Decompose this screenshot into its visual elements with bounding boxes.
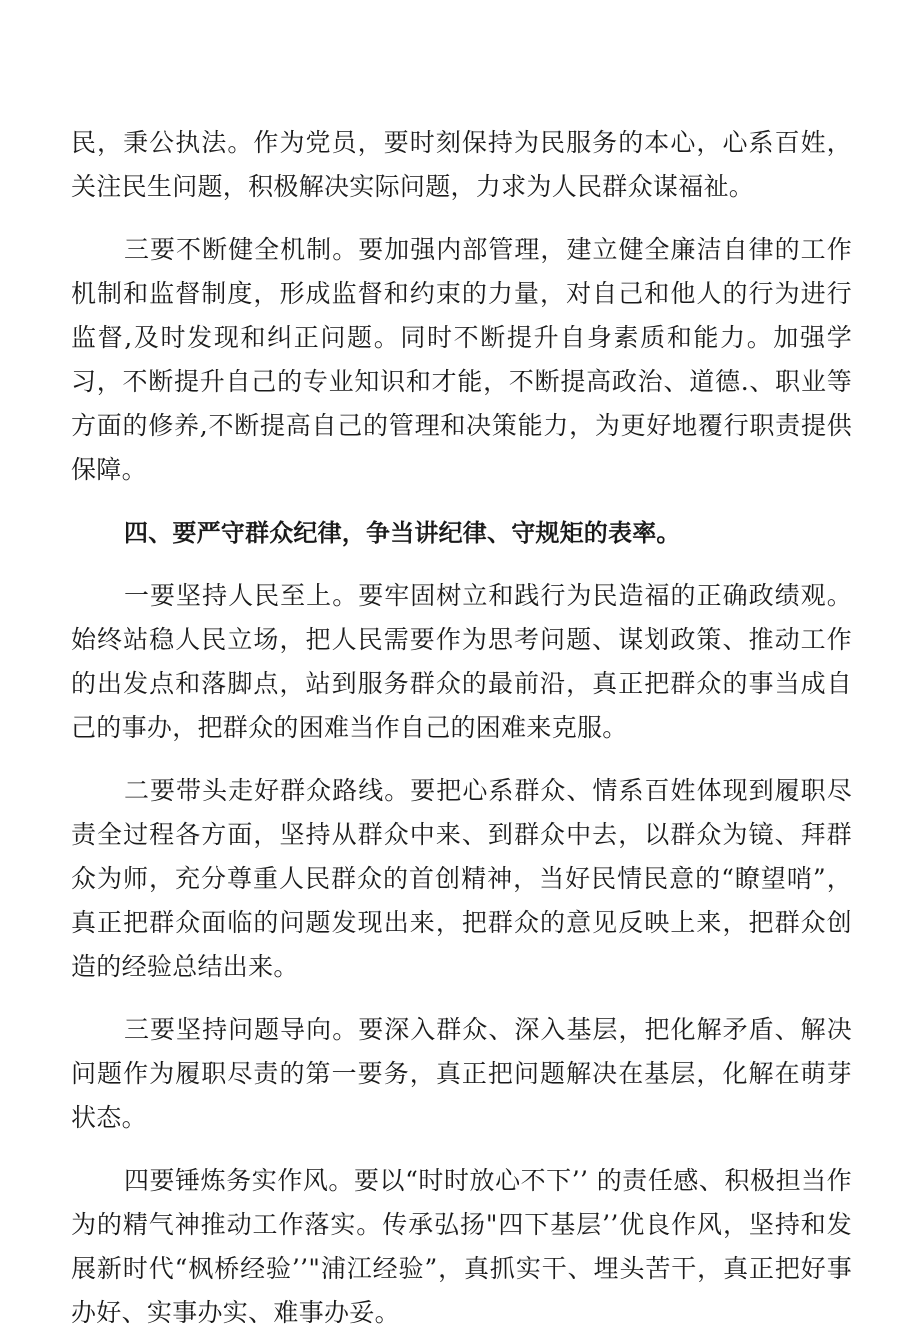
paragraph-mechanism: 三要不断健全机制。要加强内部管理，建立健全廉洁自律的工作机制和监督制度，形成监督和约束的力量，对自己和他人的行为进行监督,及时发现和纠正问题。同时不断提升自身素质和能力。加强学习，不断提升自己的专业知识和才能，不断提高政治、道德.、职业等方面的修养,不断提高自己的管理和决策能力，为更好地覆行职责提供保障。: [71, 235, 852, 484]
paragraph-problem-oriented: 三要坚持问题导向。要深入群众、深入基层，把化解矛盾、解决问题作为履职尽责的第一要务，真正把问题解决在基层，化解在萌芽状态。: [71, 1015, 852, 1132]
document-body: [71, 121, 852, 1335]
paragraph-practical-style: 四要锤炼务实作风。要以“时时放心不下’’ 的责任感、积极担当作为的精气神推动工作落实。传承弘扬"四下基层’’优良作风，坚持和发展新时代“枫桥经验’’"浦江经验”，真抓实干、埋头苦干，真正把好事办好、实事办实、难事办妥。: [71, 1166, 852, 1327]
paragraph-mass-line: 二要带头走好群众路线。要把心系群众、情系百姓体现到履职尽责全过程各方面，坚持从群众中来、到群众中去，以群众为镜、拜群众为师，充分尊重人民群众的首创精神，当好民情民意的“瞭望哨”，真正把群众面临的问题发现出来，把群众的意见反映上来，把群众创造的经验总结出来。: [71, 776, 852, 981]
paragraph-continued: 民，秉公执法。作为党员，要时刻保持为民服务的本心，心系百姓，关注民生问题，积极解决实际问题，力求为人民群众谋福祉。: [71, 128, 852, 201]
section-heading-4: 四、要严守群众纪律，争当讲纪律、守规矩的表率。: [124, 519, 681, 547]
paragraph-people-first: 一要坚持人民至上。要牢固树立和践行为民造福的正确政绩观。始终站稳人民立场，把人民需要作为思考问题、谋划政策、推动工作的出发点和落脚点，站到服务群众的最前沿，真正把群众的事当成自己的事办，把群众的困难当作自己的困难来克服。: [71, 581, 852, 742]
